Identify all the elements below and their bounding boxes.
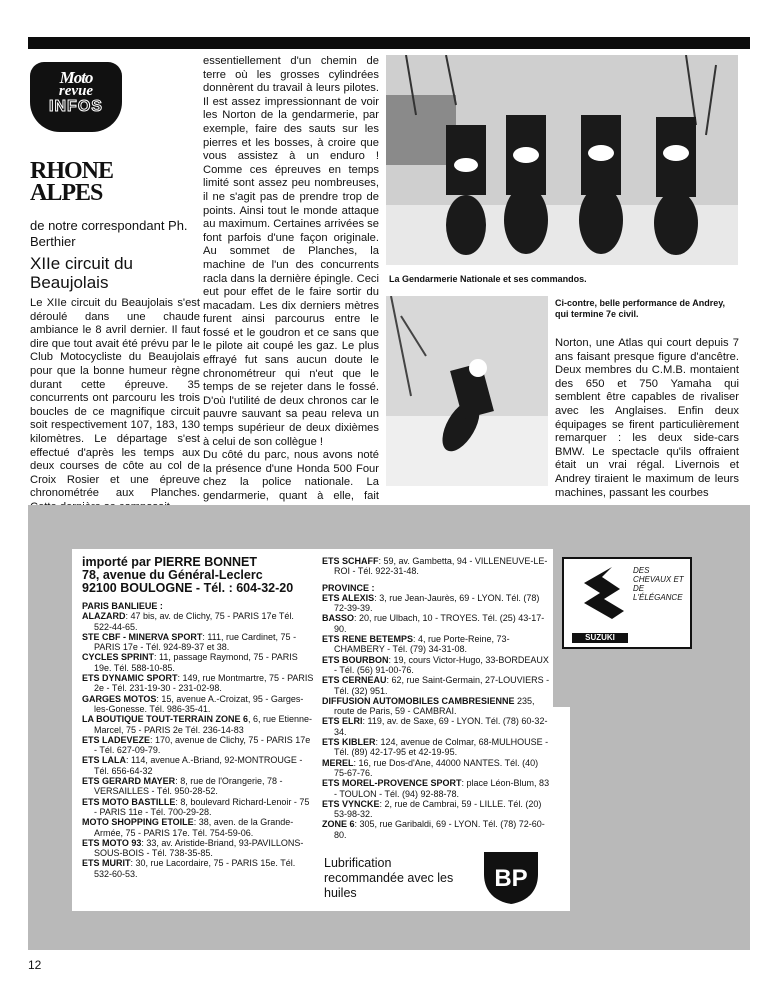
dealer-entry: ETS ELRI: 119, av. de Saxe, 69 - LYON. Tél. (78) 60-32-34. [322, 716, 548, 737]
dealer-entry: STE CBF - MINERVA SPORT: 111, rue Cardinet, 75 - PARIS 17e - Tél. 924-89-37 et 38. [82, 631, 297, 653]
region-line1: RHONE [30, 158, 114, 184]
dealer-entry: ETS MURIT: 30, rue Lacordaire, 75 - PARIS 15e. Tél. 532-60-53. [82, 858, 296, 879]
dealer-entry: ETS LADEVEZE: 170, avenue de Clichy, 75 - PARIS 17e - Tél. 627-09-79. [82, 734, 311, 756]
logo-line3: INFOS [49, 98, 103, 115]
dealer-entry: ETS CERNEAU: 62, rue Saint-Germain, 27-LOUVIERS - Tél. (32) 951. [322, 675, 550, 696]
article-col2-text: essentiellement d'un chemin de terre où les grosses cylindrées donnèrent du travail à leurs pilotes. Il est assez impressionnant de voir les Norton de la gendarmerie, par exemple, faire des sauts sur les pierres et les bosses, à croire que vous assistez à un enduro ! Comme ces épreuves en temps limité sont assez peu nombreuses, il ne s'agit pas de prendre trop de points. Ainsi tout le monde attaque au maximum. Certaines arrivées se font parfois d'une façon originale. Au sommet de Planches, la machine de l'un des concurrents racla dans la dernière épingle. Ceci eut pour effet de le faire sortir du macadam. Les dix derniers mètres furent ainsi parcourus entre le fossé et le goudron et ce sans que le pilote ait coupé les gaz. Le plus effrayé fut sans aucun doute le chronométreur qui n'eut que le temps de se rejeter dans le fossé. D'où l'utilité de deux chronos car le pauvre sauvant sa peau releva un temps supérieur de deux dixièmes à celui de son collègue ! [203, 55, 379, 448]
lubrification-note: Lubrification recommandée avec les huiles [324, 856, 454, 900]
importer-line2: 78, avenue du Général-Leclerc [82, 568, 263, 582]
article-col3-text: Norton, une Atlas qui court depuis 7 ans faisant presque figure d'ancêtre. Deux membres du C.M.B. montaient des 650 et 750 Yamaha qui semblent être capables de rivaliser avec les Anglaises. Enfin deux équipages se firent particulièrement remarquer : les deux side-cars BMW. Le spectacle qu'ils offraient était un vrai régal. Livernois et Andrey tiraient le maximum de leurs machines, passant les courbes [555, 337, 739, 499]
dealer-entry: ETS SCHAFF: 59, av. Gambetta, 94 - VILLENEUVE-LE-ROI - Tél. 922-31-48. [322, 556, 548, 577]
logo-line1: Moto [59, 68, 93, 87]
dealer-entry: GARGES MOTOS: 15, avenue A.-Croizat, 95 - Garges-les-Gonesse. Tél. 986-35-41. [82, 693, 304, 714]
province-section-title: PROVINCE : [322, 582, 375, 593]
dealer-column-2 [322, 556, 552, 840]
dealer-entry: DIFFUSION AUTOMOBILES CAMBRESIENNE 235, route de Paris, 59 - CAMBRAI. [322, 695, 535, 717]
gendarmerie-photo [386, 55, 738, 265]
article-column-1 [30, 297, 200, 515]
dealer-entry: ETS GERARD MAYER: 8, rue de l'Orangerie, 78 - VERSAILLES - Tél. 950-28-52. [82, 776, 283, 797]
article-headline: XIIe circuit du Beaujolais [30, 254, 133, 292]
dealer-entry: BASSO: 20, rue Ulbach, 10 - TROYES. Tél. (25) 43-17-90. [322, 613, 545, 634]
article-column-3 [555, 337, 739, 500]
article-col2b-text: Du côté du parc, nous avons noté la présence d'une Honda 500 Four chez la police nationale. La gendarmerie, quant à elle, fait [203, 449, 379, 502]
brand-name: SUZUKI [572, 633, 628, 643]
top-rule [28, 37, 750, 49]
importer-line3: 92100 BOULOGNE - Tél. : 604-32-20 [82, 581, 294, 595]
article-col1-text: Le XIIe circuit du Beaujolais s'est déroulé dans une chaude ambiance le 8 avril dernier. Il faut dire que tout avait été prévu par le Club Motocycliste du Beaujolais pour que la bonne humeur règne durant cette épreuve. 35 concurrents ont parcouru les trois boucles de ce magnifique circuit soit respectivement 107, 183, 130 kilomètres. Le départage s'est effectué d'après les temps aux deux courses de côte au col de Croix Rosier et une épreuve chronométrée aux Planches. [30, 297, 200, 500]
dealer-entry: ALAZARD: 47 bis, av. de Clichy, 75 - PARIS 17e Tél. 522-44-65. [82, 611, 294, 632]
moto-revue-logo [30, 62, 122, 132]
andrey-photo [386, 296, 548, 486]
dealer-entry: ETS RENE BETEMPS: 4, rue Porte-Reine, 73-CHAMBERY - Tél. (79) 34-31-08. [322, 634, 510, 655]
dealer-entry: ETS ALEXIS: 3, rue Jean-Jaurès, 69 - LYON. Tél. (78) 72-39-39. [322, 592, 540, 614]
dealer-entry: ETS DYNAMIC SPORT: 149, rue Montmartre, 75 - PARIS 2e - Tél. 231-19-30 - 231-02-98. [82, 673, 314, 694]
dealer-entry: ETS MOREL-PROVENCE SPORT: place Léon-Blum, 83 - TOULON - Tél. (94) 92-88-78. [322, 778, 550, 799]
dealer-entry: CYCLES SPRINT: 11, passage Raymond, 75 - PARIS 19e. Tél. 588-10-85. [82, 652, 298, 673]
bp-logo-text: BP [494, 865, 528, 892]
dealer-entry: LA BOUTIQUE TOUT-TERRAIN ZONE 6, 6, rue Etienne-Marcel, 75 - PARIS 2e Tél. 236-14-83 [82, 714, 313, 735]
dealer-entry: ETS MOTO 93: 33, av. Aristide-Briand, 93-PAVILLONS-SOUS-BOIS - Tél. 738-35-85. [82, 837, 304, 859]
logo-line2: revue [58, 83, 94, 99]
photo-caption-gendarmerie: La Gendarmerie Nationale et ses commandos. [389, 274, 587, 284]
dealer-entry: ETS KIBLER: 124, avenue de Colmar, 68-MULHOUSE - Tél. (89) 42-17-95 et 42-19-95. [322, 737, 549, 758]
dealer-entry: ETS LALA: 114, avenue A.-Briand, 92-MONTROUGE - Tél. 656-64-32 [82, 755, 303, 776]
dealer-entry: ETS MOTO BASTILLE: 8, boulevard Richard-Lenoir - 75 - PARIS 11e - Tél. 700-29-28. [82, 796, 310, 817]
region-line2: ALPES [30, 180, 103, 206]
article-column-2 [203, 55, 379, 517]
correspondent-byline: de notre correspondant Ph. Berthier [30, 218, 188, 249]
region-title [30, 160, 113, 204]
suzuki-s-icon [572, 563, 628, 631]
importer-line1: importé par PIERRE BONNET [82, 555, 258, 569]
dealer-entry: MOTO SHOPPING ETOILE: 38, aven. de la Grande-Armée, 75 - PARIS 17e. Tél. 754-59-06. [82, 817, 294, 838]
dealer-entry: MEREL: 16, rue Dos-d'Ane, 44000 NANTES. Tél. (40) 75-67-76. [322, 757, 539, 778]
bp-logo [480, 848, 542, 906]
paris-section-title: PARIS BANLIEUE : [82, 601, 163, 611]
dealer-entry: ZONE 6: 305, rue Garibaldi, 69 - LYON. Tél. (78) 72-60-80. [322, 819, 545, 840]
dealer-entry: ETS BOURBON: 19, cours Victor-Hugo, 33-BORDEAUX - Tél. (56) 91-00-76. [322, 654, 549, 675]
dealer-entry: ETS VYNCKE: 2, rue de Cambrai, 59 - LILLE. Tél. (20) 53-98-32. [322, 798, 542, 820]
photo-caption-andrey: Ci-contre, belle performance de Andrey, qui termine 7e civil. [555, 298, 726, 319]
brand-tagline: DES CHEVAUX ET DE L'ÉLÉGANCE [633, 566, 684, 602]
dealer-column-1 [82, 556, 314, 879]
page-number: 12 [28, 958, 42, 972]
